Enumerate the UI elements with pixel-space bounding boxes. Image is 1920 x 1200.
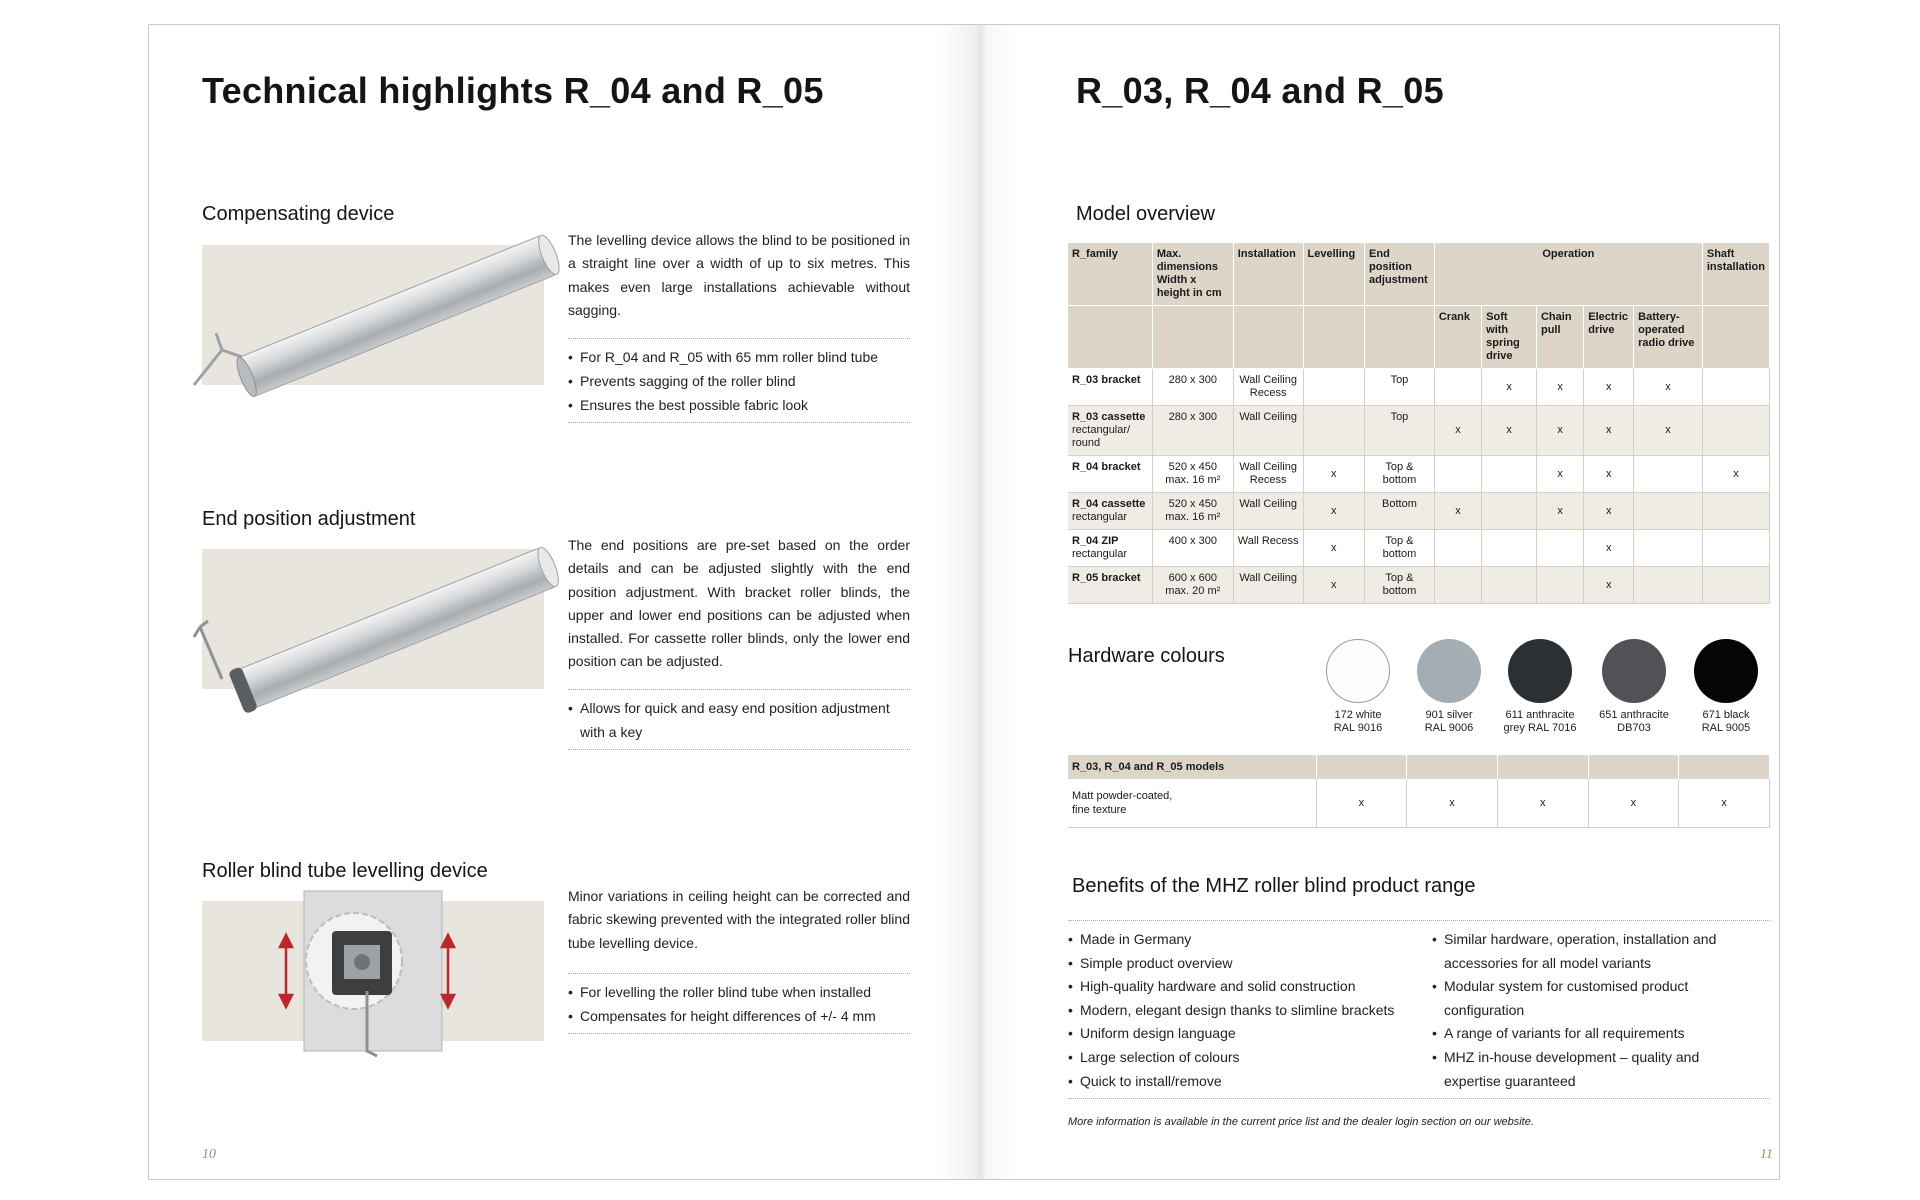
list-item: • For R_04 and R_05 with 65 mm roller blind tube xyxy=(568,345,910,369)
list-item: • Similar hardware, operation, installation and accessories for all model variants xyxy=(1432,928,1732,975)
table-row xyxy=(1068,567,1770,604)
soft-cell xyxy=(1482,567,1537,604)
swatch-silver xyxy=(1417,639,1481,703)
dims-cell: 400 x 300 xyxy=(1152,530,1233,567)
col-header-soft-spring: Soft with spring drive xyxy=(1482,306,1537,369)
installation-cell: Wall Ceiling Recess xyxy=(1233,369,1303,406)
col-header-installation: Installation xyxy=(1233,243,1303,306)
col-header-family: R_family xyxy=(1068,243,1152,306)
finish-row-label xyxy=(1068,779,1316,827)
swatch-label-line: RAL 9016 xyxy=(1333,722,1383,734)
battery-cell xyxy=(1634,567,1703,604)
chain-cell: x xyxy=(1536,456,1583,493)
swatch-black xyxy=(1694,639,1758,703)
finish-mark-cell: x xyxy=(1679,779,1770,827)
levelling-cell: x xyxy=(1303,456,1365,493)
swatch-label-line: 172 white xyxy=(1334,709,1382,721)
table-subheader-row xyxy=(1068,306,1770,369)
swatch-white xyxy=(1326,639,1390,703)
right-page-number: 11 xyxy=(1760,1147,1773,1162)
swatch-label-black xyxy=(1676,709,1776,735)
bullet-list-levelling xyxy=(568,973,910,1034)
crank-cell: x xyxy=(1434,493,1481,530)
soft-cell: x xyxy=(1482,369,1537,406)
row-name-cell xyxy=(1068,369,1152,406)
col-header-battery: Battery-operated radio drive xyxy=(1634,306,1703,369)
benefits-heading: Benefits of the MHZ roller blind product range xyxy=(1072,875,1476,897)
swatch-label-line: 651 anthracite xyxy=(1599,709,1669,721)
swatch-label-line: grey RAL 7016 xyxy=(1503,722,1577,734)
electric-cell: x xyxy=(1584,406,1634,456)
hardware-colours-heading: Hardware colours xyxy=(1068,645,1225,667)
empty-header-cell xyxy=(1233,306,1303,369)
row-name-cell xyxy=(1068,406,1152,456)
swatch-label-anthracite-grey xyxy=(1490,709,1590,735)
dims-cell: 520 x 450 max. 16 m² xyxy=(1152,493,1233,530)
shaft-cell xyxy=(1702,369,1769,406)
shaft-cell xyxy=(1702,493,1769,530)
list-item: • Allows for quick and easy end position adjustment with a key xyxy=(568,696,910,744)
swatch-label-line: 611 anthracite xyxy=(1505,709,1575,721)
empty-header-cell xyxy=(1702,306,1769,369)
model-sub: rectangular xyxy=(1072,548,1128,560)
chain-cell xyxy=(1536,567,1583,604)
section-heading-levelling: Roller blind tube levelling device xyxy=(202,860,488,882)
crank-cell xyxy=(1434,530,1481,567)
table-row xyxy=(1068,456,1770,493)
dims-cell: 280 x 300 xyxy=(1152,406,1233,456)
table-row xyxy=(1068,406,1770,456)
benefits-column-2 xyxy=(1432,928,1732,1093)
installation-cell: Wall Ceiling Recess xyxy=(1233,456,1303,493)
crank-cell xyxy=(1434,567,1481,604)
empty-header-cell xyxy=(1407,755,1498,779)
empty-header-cell xyxy=(1152,306,1233,369)
table-row xyxy=(1068,779,1770,827)
list-item: • For levelling the roller blind tube when installed xyxy=(568,980,910,1004)
row-name-cell xyxy=(1068,567,1152,604)
col-header-crank: Crank xyxy=(1434,306,1481,369)
finish-label-line: Matt powder-coated, xyxy=(1072,789,1173,802)
finish-label-line: fine texture xyxy=(1072,803,1127,816)
col-header-shaft: Shaft installation xyxy=(1702,243,1769,306)
left-page-title: Technical highlights R_04 and R_05 xyxy=(202,70,824,111)
list-item: • Modular system for customised product configuration xyxy=(1432,975,1732,1022)
empty-header-cell xyxy=(1497,755,1588,779)
footnote: More information is available in the current price list and the dealer login section on our website. xyxy=(1068,1116,1534,1128)
end-cell: Bottom xyxy=(1365,493,1435,530)
benefits-list xyxy=(1068,920,1770,1099)
model-sub: rectangular/ round xyxy=(1072,424,1131,449)
row-name-cell xyxy=(1068,493,1152,530)
battery-cell: x xyxy=(1634,369,1703,406)
row-name-cell xyxy=(1068,530,1152,567)
col-header-levelling: Levelling xyxy=(1303,243,1365,306)
table-header-row xyxy=(1068,243,1770,306)
shaft-cell xyxy=(1702,406,1769,456)
table-row xyxy=(1068,493,1770,530)
levelling-cell xyxy=(1303,406,1365,456)
benefits-column-1 xyxy=(1068,928,1432,1093)
model-name: R_04 bracket xyxy=(1072,461,1141,473)
compensating-device-image xyxy=(202,245,544,385)
swatch-label-line: RAL 9005 xyxy=(1701,722,1751,734)
finish-table xyxy=(1068,755,1770,828)
model-overview-table xyxy=(1068,243,1770,604)
dims-cell: 520 x 450 max. 16 m² xyxy=(1152,456,1233,493)
swatch-label-line: 671 black xyxy=(1702,709,1750,721)
installation-cell: Wall Ceiling xyxy=(1233,567,1303,604)
table-header-row xyxy=(1068,755,1770,779)
chain-cell: x xyxy=(1536,493,1583,530)
col-header-dims: Max. dimensions Width x height in cm xyxy=(1152,243,1233,306)
finish-mark-cell: x xyxy=(1588,779,1679,827)
col-header-end-position: End position adjustment xyxy=(1365,243,1435,306)
levelling-cell: x xyxy=(1303,530,1365,567)
right-page-title: R_03, R_04 and R_05 xyxy=(1076,70,1444,111)
shaft-cell: x xyxy=(1702,456,1769,493)
empty-header-cell xyxy=(1303,306,1365,369)
list-item: • Modern, elegant design thanks to slimline brackets xyxy=(1068,999,1432,1023)
electric-cell: x xyxy=(1584,369,1634,406)
model-name: R_05 bracket xyxy=(1072,572,1141,584)
list-item: • A range of variants for all requirements xyxy=(1432,1022,1732,1046)
electric-cell: x xyxy=(1584,567,1634,604)
swatch-label-line: RAL 9006 xyxy=(1424,722,1474,734)
list-item: • Made in Germany xyxy=(1068,928,1432,952)
bullet-list-compensating xyxy=(568,338,910,423)
end-cell: Top & bottom xyxy=(1365,567,1435,604)
soft-cell: x xyxy=(1482,406,1537,456)
levelling-cell: x xyxy=(1303,567,1365,604)
finish-mark-cell: x xyxy=(1497,779,1588,827)
list-item: • Uniform design language xyxy=(1068,1022,1432,1046)
table-row xyxy=(1068,369,1770,406)
section-text-end-position: The end positions are pre-set based on the order details and can be adjusted slightly with the end position adjustment. With bracket roller blinds, the upper and lower end positions can be adjusted when installed. For cassette roller blinds, only the lower end position can be adjusted. xyxy=(568,537,910,670)
chain-cell xyxy=(1536,530,1583,567)
empty-header-cell xyxy=(1316,755,1407,779)
empty-header-cell xyxy=(1679,755,1770,779)
levelling-cell: x xyxy=(1303,493,1365,530)
swatch-label-silver xyxy=(1399,709,1499,735)
model-name: R_04 cassette xyxy=(1072,498,1146,510)
left-page-number: 10 xyxy=(202,1147,216,1162)
model-name: R_03 cassette xyxy=(1072,411,1146,423)
page-gutter-shadow xyxy=(939,25,1019,1179)
col-header-electric: Electric drive xyxy=(1584,306,1634,369)
installation-cell: Wall Ceiling xyxy=(1233,406,1303,456)
model-overview-heading: Model overview xyxy=(1076,203,1215,225)
electric-cell: x xyxy=(1584,530,1634,567)
empty-header-cell xyxy=(1068,306,1152,369)
shaft-cell xyxy=(1702,567,1769,604)
finish-mark-cell: x xyxy=(1316,779,1407,827)
soft-cell xyxy=(1482,530,1537,567)
chain-cell: x xyxy=(1536,406,1583,456)
col-header-operation: Operation xyxy=(1434,243,1702,306)
list-item: • Prevents sagging of the roller blind xyxy=(568,369,910,393)
swatch-label-anthracite-db703 xyxy=(1584,709,1684,735)
finish-mark-cell: x xyxy=(1407,779,1498,827)
col-header-chain: Chain pull xyxy=(1536,306,1583,369)
battery-cell xyxy=(1634,493,1703,530)
list-item: • Quick to install/remove xyxy=(1068,1070,1432,1094)
finish-header: R_03, R_04 and R_05 models xyxy=(1068,755,1316,779)
battery-cell: x xyxy=(1634,406,1703,456)
levelling-device-image xyxy=(202,901,544,1041)
swatch-label-white xyxy=(1308,709,1408,735)
end-cell: Top xyxy=(1365,369,1435,406)
section-heading-end-position: End position adjustment xyxy=(202,508,416,530)
section-text-levelling: Minor variations in ceiling height can be corrected and fabric skewing prevented with the integrated roller blind tube levelling device. xyxy=(568,888,910,951)
model-name: R_03 bracket xyxy=(1072,374,1141,386)
crank-cell xyxy=(1434,369,1481,406)
list-item: • MHZ in-house development – quality and expertise guaranteed xyxy=(1432,1046,1732,1093)
swatch-anthracite-db703 xyxy=(1602,639,1666,703)
levelling-cell xyxy=(1303,369,1365,406)
battery-cell xyxy=(1634,530,1703,567)
soft-cell xyxy=(1482,493,1537,530)
soft-cell xyxy=(1482,456,1537,493)
crank-cell xyxy=(1434,456,1481,493)
end-cell: Top xyxy=(1365,406,1435,456)
list-item: • Large selection of colours xyxy=(1068,1046,1432,1070)
table-row xyxy=(1068,530,1770,567)
electric-cell: x xyxy=(1584,493,1634,530)
section-text-compensating: The levelling device allows the blind to be positioned in a straight line over a width of up to six metres. This makes even large installations achievable without sagging. xyxy=(568,232,910,318)
electric-cell: x xyxy=(1584,456,1634,493)
empty-header-cell xyxy=(1365,306,1435,369)
list-item: • High-quality hardware and solid construction xyxy=(1068,975,1432,999)
chain-cell: x xyxy=(1536,369,1583,406)
swatch-label-line: 901 silver xyxy=(1425,709,1473,721)
model-sub: rectangular xyxy=(1072,511,1128,523)
battery-cell xyxy=(1634,456,1703,493)
installation-cell: Wall Ceiling xyxy=(1233,493,1303,530)
swatch-anthracite-grey xyxy=(1508,639,1572,703)
dims-cell: 280 x 300 xyxy=(1152,369,1233,406)
end-cell: Top & bottom xyxy=(1365,456,1435,493)
swatch-label-line: DB703 xyxy=(1617,722,1651,734)
bullet-list-end-position xyxy=(568,689,910,750)
list-item: • Compensates for height differences of +/- 4 mm xyxy=(568,1004,910,1028)
list-item: • Ensures the best possible fabric look xyxy=(568,393,910,417)
dims-cell: 600 x 600 max. 20 m² xyxy=(1152,567,1233,604)
model-name: R_04 ZIP xyxy=(1072,535,1119,547)
end-cell: Top & bottom xyxy=(1365,530,1435,567)
row-name-cell xyxy=(1068,456,1152,493)
end-position-image xyxy=(202,549,544,689)
shaft-cell xyxy=(1702,530,1769,567)
crank-cell: x xyxy=(1434,406,1481,456)
installation-cell: Wall Recess xyxy=(1233,530,1303,567)
empty-header-cell xyxy=(1588,755,1679,779)
section-heading-compensating: Compensating device xyxy=(202,203,395,225)
list-item: • Simple product overview xyxy=(1068,952,1432,976)
